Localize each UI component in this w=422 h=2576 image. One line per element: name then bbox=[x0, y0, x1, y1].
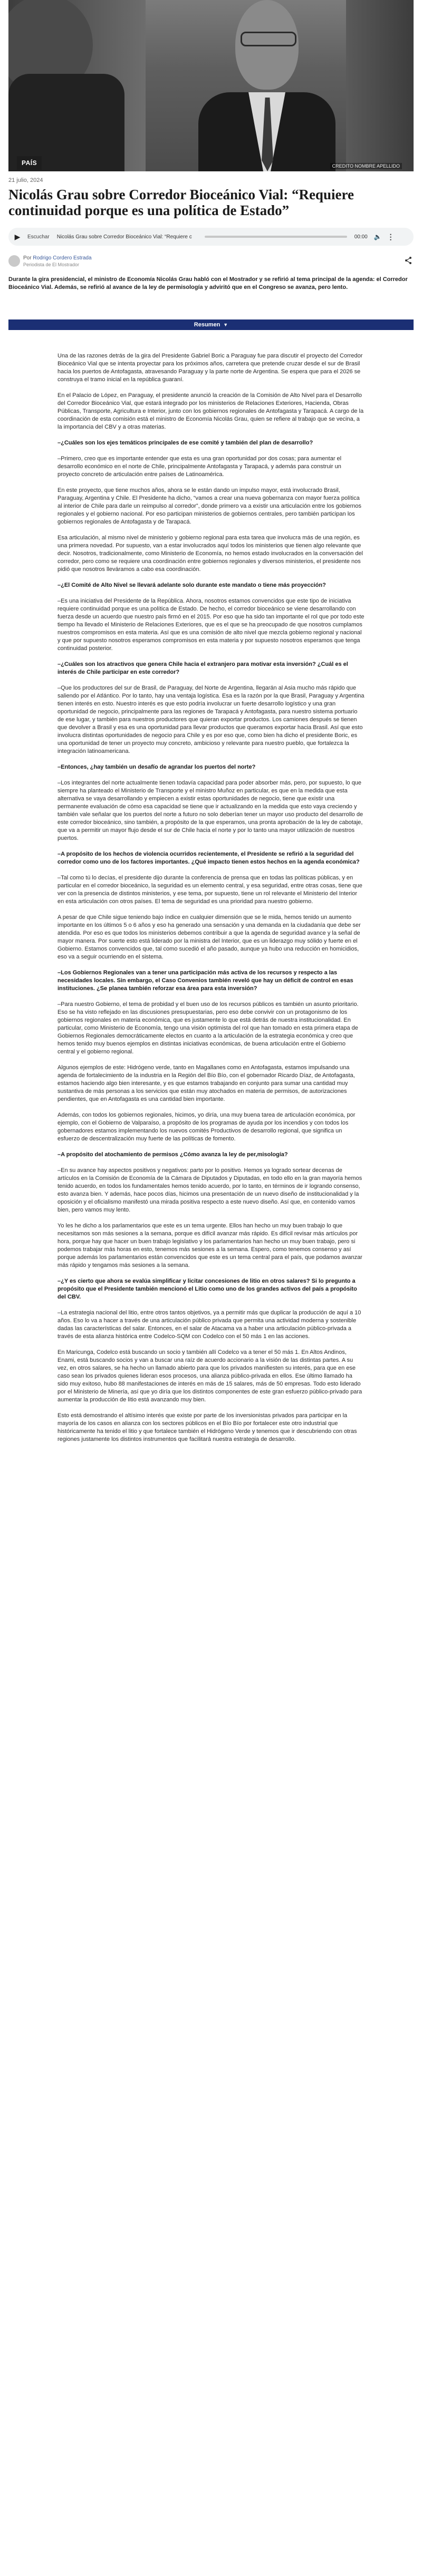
author-name[interactable]: Rodrigo Cordero Estrada bbox=[33, 255, 92, 261]
hero-image bbox=[8, 0, 414, 171]
body-paragraph: –Primero, creo que es importante entender que esta es una gran oportunidad por dos cosas; para aumentar el desarrollo económico en el norte de Chile, principalmente Antofagasta y Tarapacá, y además para construir un proyecto concreto de articulación entre países de Latinoamérica. bbox=[57, 456, 342, 478]
author-role: Periodista de El Mostrador bbox=[23, 262, 80, 267]
interview-question: –Los Gobiernos Regionales van a tener una participación más activa de los recursos y respecto a las necesidades locales. Sin embargo, el Caso Convenios también reveló que hay un déficit de control en esas instituciones. ¿Se planea también reforzar esa área para esta inversión? bbox=[57, 970, 353, 992]
share-icon-glyph bbox=[404, 256, 413, 265]
summary-toggle[interactable] bbox=[8, 319, 414, 330]
body-paragraph: –En su avance hay aspectos positivos y negativos: parto por lo positivo. Hemos ya logrado sortear decenas de artículos en la Comisión de Economía de la Cámara de Diputados y Diputadas, en todo ello en la gran mayoría hemos tenido acuerdo, en todos los fundamentales hemos tenido acuerdo, por lo tanto, en términos de ir logrando consenso, esto avanza bien. Y además, hace pocos días, hicimos una presentación de un nuevo diseño de institucionalidad y la oposición y el oficialismo manifestó una mirada positiva respecto a este nuevo diseño. Así que, en contenido vamos bien, pero vamos muy lento. bbox=[57, 1167, 362, 1213]
author-avatar bbox=[8, 255, 20, 267]
hero-background-right bbox=[346, 0, 414, 171]
body-paragraph: –Para nuestro Gobierno, el tema de probidad y el buen uso de los recursos públicos es también un asunto prioritario. Eso se ha visto reflejado en las discusiones presupuestarias, pero eso debe convivir con un protagonismo de los gobiernos regionales en materia económica, que es justamente lo que está detrás de nuestra institucionalidad. En particular, como Ministerio de Economía, tengo una visión optimista del rol que han tomado en esta primera etapa de Gobiernos Regionales democráticamente electos en cuanto a la articulación de la estrategia económica y creo que hemos tenido muy buenos ejemplos en distintas iniciativas económicas, de buena articulación entre el Gobierno central y el gobierno regional. bbox=[57, 1001, 359, 1055]
body-paragraph: Algunos ejemplos de este: Hidrógeno verde, tanto en Magallanes como en Antofagasta, estamos impulsando una agenda de fortalecimiento de la industria en la Región del Bío Bío, con el gobernador Ricardo Díaz, de Antofagasta, estamos haciendo algo bien interesante, y es que estamos trabajando en conjunto para sumar una cantidad muy sustantiva de más personas a los servicios que están muy atochados en materia de permisos, de autorizaciones pendientes, que en Antofagasta es una cantidad bien importante. bbox=[57, 1064, 355, 1102]
body-paragraph: Además, con todos los gobiernos regionales, hicimos, yo diría, una muy buena tarea de articulación económica, por ejemplo, con el Gobierno de Valparaíso, a propósito de los programas de ayuda por los incendios y con todos los gobernadores estamos implementando los nuevos comités Productivos de desarrollo regional, que significa un esfuerzo de descentralización muy fuerte de las políticas de fomento. bbox=[57, 1112, 356, 1142]
interview-question: –A propósito del atochamiento de permisos ¿Cómo avanza la ley de per,misología? bbox=[57, 1151, 288, 1158]
volume-icon[interactable]: 🔈 bbox=[373, 233, 382, 240]
chevron-down-icon: ▼ bbox=[223, 322, 228, 327]
play-icon[interactable]: ▶ bbox=[14, 232, 21, 241]
body-paragraph: –Es una iniciativa del Presidente de la República. Ahora, nosotros estamos convencidos que este tipo de iniciativa requiere continuidad porque es una política de Estado. De hecho, el corredor bioceánico se viene desarrollando con fuerza desde un acuerdo que nuestro país firmó en el 2015. Por eso que ha sido tan importante el rol que por todo este tiempo ha llevado el Ministerio de Relaciones Exteriores, que es el que se ha preocupado de que nosotros cumplamos nuestros compromisos en esta materia. Así que es una comisión de alto nivel que mezcla gobierno regional y nacional y que por supuesto nosotros esperamos compromisos en esta materia y por supuesto nosotros esperamos que tenga continuidad posterior. bbox=[57, 598, 365, 652]
audio-player bbox=[8, 228, 414, 246]
body-paragraph: Yo les he dicho a los parlamentarios que este es un tema urgente. Ellos han hecho un muy buen trabajo lo que necesitamos son más sesiones a la semana, porque es difícil avanzar más rápido. Es difícil revisar más artículos por hora, porque hay que hacer un buen trabajo legislativo y los parlamentarios han hecho un muy buen trabajo, pero si podemos trabajar más horas en esto, tenemos más sesiones a la semana. Espero, como tenemos consenso y así porque además los parlamentarios están convencidos que este es un tema central para el país, que podamos avanzar más rápido y tengamos más sesiones a la semana. bbox=[57, 1223, 362, 1268]
interview-question: –¿El Comité de Alto Nivel se llevará adelante solo durante este mandato o tiene más proyección? bbox=[57, 582, 326, 588]
author-byline bbox=[23, 255, 92, 261]
article-body bbox=[57, 352, 365, 1451]
interview-question: –¿Cuáles son los ejes temáticos principales de ese comité y también del plan de desarrollo? bbox=[57, 440, 313, 446]
body-paragraph: Una de las razones detrás de la gira del Presidente Gabriel Boric a Paraguay fue para discutir el proyecto del Corredor Bioceánico Vial que se intenta proyectar para los próximos años, carretera que pretende cruzar desde el sur de Brasil hacia los puertos de Antofagasta, atravesando Paraguay y la parte norte de Argentina. Se espera que para el 2026 se construya el tramo inicial en la república guaraní. bbox=[57, 353, 363, 383]
more-vertical-icon[interactable]: ⋮ bbox=[387, 232, 395, 241]
interview-question: –¿Y es cierto que ahora se evalúa simplificar y licitar concesiones de litio en otros salares? Si lo pregunto a propósito que el Presidente también mencionó el Litio como uno de los grandes activos del país a propósito del CBV. bbox=[57, 1278, 357, 1300]
body-paragraph: –Los integrantes del norte actualmente tienen todavía capacidad para poder absorber más, pero, por supuesto, lo que siempre ha planteado el Ministerio de Transporte y el ministro Muñoz en particular, es que en la medida que esta alternativa se vaya desarrollando y empiecen a existir estas oportunidades de negocio, tiene que existir una permanente evaluación de cómo esa capacidad se tiene que ir actualizando en la medida que esto vaya creciendo y también vale señalar que los puertos del norte a futuro no solo deberían tener un mayor uso producto del desarrollo de este corredor bioceánico, sino también, a propósito de la que esperamos, una pronta aprobación de la ley de cabotaje, que va a permitir un mayor flujo desde el sur de Chile hacia el norte y por lo tanto una mayor utilización de nuestros puertos. bbox=[57, 780, 363, 841]
share-icon[interactable] bbox=[403, 255, 414, 266]
audio-progress-bar[interactable] bbox=[205, 236, 347, 238]
body-paragraph: En este proyecto, que tiene muchos años, ahora se le están dando un impulso mayor, está involucrado Brasil, Paraguay, Argentina y Chile. El Presidente ha dicho, “vamos a crear una nueva gobernanza con mayor fuerza política al interior de Chile para darle un reimpulso al corredor”, donde primero va a existir una articulación entre los gobiernos regionales y el gobierno nacional. Por eso participan ministerios de gobiernos centrales, pero también participan los gobiernos regionales de Antofagasta y de Tarapacá. bbox=[57, 487, 361, 525]
article-title: Nicolás Grau sobre Corredor Bioceánico Vial: “Requiere continuidad porque es una política de Estado” bbox=[8, 187, 354, 218]
article-date: 21 julio, 2024 bbox=[8, 177, 43, 183]
author-prefix: Por bbox=[23, 255, 32, 261]
interview-question: –Entonces, ¿hay también un desafío de agrandar los puertos del norte? bbox=[57, 764, 256, 770]
body-paragraph: En el Palacio de López, en Paraguay, el presidente anunció la creación de la Comisión de Alto Nivel para el Desarrollo del Corredor Bioceánico Vial, que estará integrado por los ministerios de Relaciones Exteriores, Hacienda, Obras Públicas, Transporte, Agricultura e Interior, junto con los gobiernos regionales de Antofagasta y Tarapacá. A cargo de la coordinación de esta comisión está el ministro de Economía Nicolás Grau, quien se refiere al trabajo que se vecina, a la importancia del CBV y a otras materias. bbox=[57, 392, 364, 430]
audio-track-title: Nicolás Grau sobre Corredor Bioceánico Vial: “Requiere c bbox=[56, 234, 192, 240]
interview-question: –¿Cuáles son los atractivos que genera Chile hacia el extranjero para motivar esta inversión? ¿Cuál es el interés de Chile participar en este corredor? bbox=[57, 661, 348, 675]
interview-question: –A propósito de los hechos de violencia ocurridos recientemente, el Presidente se refirió a la seguridad del corredor como uno de los factores importantes. ¿Qué impacto tienen estos hechos en la agenda económica? bbox=[57, 851, 360, 865]
article-lead: Durante la gira presidencial, el ministro de Economía Nicolás Grau habló con el Mostrador y se refirió al tema principal de la agenda: el Corredor Bioceánico Vial. Además, se refirió al avance de la ley de permisología y adviritó que en el Congreso se avanza, pero lento. bbox=[8, 276, 408, 290]
body-paragraph: –Que los productores del sur de Brasil, de Paraguay, del Norte de Argentina, llegarán al Asia mucho más rápido que saliendo por el Atlántico. Por lo tanto, hay una ventaja logística. Esa es la razón por la que Brasil, Paraguay y Argentina tienen interés en esto. Nuestro interés es que esto podría involucrar un fuerte desarrollo logístico y una gran oportunidad de negocio, principalmente para las regiones de Tarapacá y Antofagasta, para nuestro sistema portuario de ese lugar, y también para nuestros productores que quieran exportar productos. Los camiones después se tienen que devolver a Brasil y esa es una oportunidad para llevar productos que queramos exportar hacia Brasil. Así que esto involucra distintas oportunidades de negocio para Chile y es por eso que, como bien ha dicho el presidente Boric, es una oportunidad de tener un proyecto muy concreto, ambicioso y relevante para nuestro pueblo, que fortalezca la integración latinoamericana. bbox=[57, 685, 365, 754]
hero-person-glasses bbox=[241, 32, 296, 46]
summary-label: Resumen bbox=[194, 322, 220, 328]
body-paragraph: Esto está demostrando el altísimo interés que existe por parte de los inversionistas privados para participar en la mayoría de los casos en alianza con los sectores públicos en el Bío Bío por fortalecer este otro industrial que históricamente ha tenido el litio y que fortalece también el Hidrógeno Verde y tenemos que ir descubriendo con otras regiones justamente los distintos instrumentos que facilitará nuestra estrategia de desarrollo. bbox=[57, 1412, 357, 1442]
body-paragraph: –La estrategia nacional del litio, entre otros tantos objetivos, ya a permitir más que duplicar la producción de aquí a 10 años. Eso lo va a hacer a través de una articulación público privada que permita una actividad moderna y sostenible dadas las características del salar. Entonces, en el salar de Atacama va a haber una articulación público-privada a través de esta alianza histórica entre Codelco-SQM con Codelco con el 50 más 1 en las acciones. bbox=[57, 1310, 361, 1340]
body-paragraph: –Tal como tú lo decías, el presidente dijo durante la conferencia de prensa que en todas las políticas públicas, y en particular en el corredor bioceánico, la seguridad es un elemento central, y esa seguridad, entre otras cosas, tiene que ver con la presencia de distintos ministerios, y ese tema, por supuesto, tiene un rol relevante el Ministerio del Interior en esta articulación con otros países. El tema de seguridad es una prioridad para nuestro gobierno. bbox=[57, 875, 362, 905]
body-paragraph: A pesar de que Chile sigue teniendo bajo índice en cualquier dimensión que se le mida, hemos tenido un aumento importante en los últimos 5 o 6 años y eso ha generado una sensación y una demanda en la ciudadanía que debe ser atendida. Por eso es que todos los ministerios debemos contribuir a que la agenda de seguridad avance y la señal de mayor manera. Por suerte esto está liderado por la ministra del Interior, que es un liderazgo muy sólido y fuerte en el Gobierno. Estamos convencidos que, tal como sucedió el año pasado, aunque ya hubo una reducción en homicidios, eso va a seguir ocurriendo en el sistema. bbox=[57, 914, 361, 960]
body-paragraph: Esa articulación, al mismo nivel de ministerio y gobierno regional para esta tarea que involucra más de una región, es una primera novedad. Por supuesto, van a estar involucrados aquí todos los ministerios que tienen algo relevante que decir. Nosotros, tradicionalmente, como Ministerio de Economía, no hemos estado involucrados en la conversación del corredor, pero como se requiere una coordinación entre gobiernos regionales y diversos ministerios, el presidente nos pidió que nosotros lleváramos a cabo esa coordinación. bbox=[57, 535, 363, 573]
section-tag[interactable]: PAÍS bbox=[17, 156, 42, 170]
audio-time: 00:00 bbox=[354, 234, 368, 240]
body-paragraph: En Maricunga, Codelco está buscando un socio y también allí Codelco va a tener el 50 más 1. En Altos Andinos, Enami, está buscando socios y van a buscar una raíz de acuerdo accionario a la visión de las distintas partes. A su vez, en otros salares, se ha hecho un llamado abierto para que los privados manifiesten su interés, para que en ese caso sean los privados quienes lideran esos procesos, una alianza público-privada en ellos. Ese último llamado ha sido muy exitoso, hubo 88 manifestaciones de interés en más de 15 salares, más de 50 empresas. Todo esto liderado por el Ministerio de Minería, así que yo diría que los distintos componentes de este gran esfuerzo público-privado para aumentar la producción de litio está avanzando muy bien. bbox=[57, 1349, 362, 1403]
listen-label: Escuchar bbox=[27, 234, 50, 240]
photo-credit: CREDITO NOMBRE APELLIDO bbox=[330, 163, 402, 169]
